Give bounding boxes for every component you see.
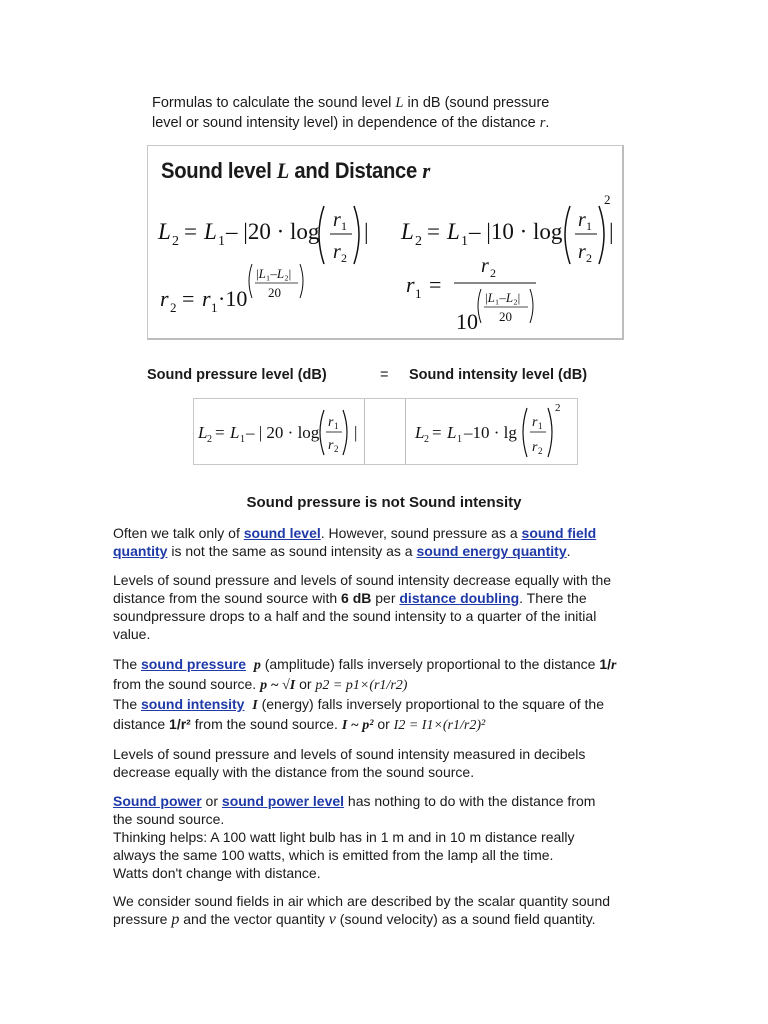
svg-text:L: L: [230, 423, 240, 442]
svg-text:20: 20: [268, 285, 281, 300]
svg-text:·10: ·10: [218, 286, 248, 311]
svg-text:L: L: [401, 219, 414, 244]
svg-text:r: r: [333, 241, 341, 263]
svg-text:=: =: [427, 219, 440, 244]
svg-text:1: 1: [415, 286, 422, 301]
comparison-formulas: [194, 399, 577, 464]
link-sound-field-quantity[interactable]: sound field: [521, 525, 597, 541]
sound-pressure-level-label: Sound pressure level (dB): [147, 367, 327, 383]
svg-text:=: =: [184, 219, 197, 244]
svg-text:L: L: [447, 219, 460, 244]
svg-text:2: 2: [170, 300, 177, 315]
link-sound-power[interactable]: Sound power: [113, 793, 202, 809]
svg-text:=: =: [432, 423, 442, 442]
distance-formulas: [148, 146, 622, 338]
svg-text:|: |: [609, 219, 614, 244]
svg-text:– |20 · log: – |20 · log: [226, 219, 320, 244]
svg-text:r: r: [328, 438, 334, 453]
svg-text:r: r: [160, 286, 169, 311]
svg-text:2: 2: [604, 192, 611, 207]
svg-text:2: 2: [490, 266, 496, 280]
section-heading: Sound pressure is not Sound intensity: [246, 494, 522, 511]
svg-text:1: 1: [211, 300, 218, 315]
svg-text:2: 2: [207, 434, 212, 445]
svg-text:2: 2: [424, 434, 429, 445]
svg-text:1: 1: [341, 219, 347, 233]
formula-box-distance: [147, 145, 624, 340]
formula-box-title: Sound level L and Distance r: [161, 158, 430, 183]
svg-text:L: L: [204, 219, 217, 244]
link-distance-doubling[interactable]: distance doubling: [399, 590, 520, 606]
svg-text:r: r: [532, 440, 538, 455]
svg-text:r: r: [328, 415, 334, 430]
svg-text:r: r: [532, 415, 538, 430]
svg-text:r: r: [578, 241, 586, 263]
svg-text:1: 1: [457, 434, 462, 445]
paragraph-sound-level: Often we talk only of sound level. However, sound pressure as a sound field quantity is not the same as sound intensity as a sound energy quantity.: [113, 525, 597, 559]
svg-text:2: 2: [341, 251, 347, 265]
svg-text:=: =: [182, 286, 195, 311]
paragraph-pressure-intensity: The sound pressure p (amplitude) falls inversely proportional to the distance 1/r from the sound source. p ~ √I or p2 = p1×(r1/r2) The sound intensity I (energy) falls inversely proportional to the square of the distance 1/r² from the sound source. I ~ p² or I2 = I1×(r1/r2)²: [113, 656, 617, 733]
intro-text: Formulas to calculate the sound level L in dB (sound pressure level or sound intensity level) in dependence of the distance r.: [152, 95, 550, 131]
formula-box-comparison: [193, 398, 578, 465]
svg-text:L: L: [415, 423, 425, 442]
svg-text:r: r: [333, 209, 341, 231]
svg-text:|L₁–L₂|: |L₁–L₂|: [485, 290, 521, 305]
paragraph-distance-law: Levels of sound pressure and levels of sound intensity decrease equally with the distance from the sound source with 6 dB per distance doubling. There the soundpressure drops to a half and the sound intensity to a quarter of the initial value.: [113, 572, 612, 642]
svg-text:1: 1: [334, 421, 339, 431]
svg-text:10: 10: [456, 309, 478, 334]
svg-text:20: 20: [499, 309, 512, 324]
svg-text:– |10 · log: – |10 · log: [469, 219, 563, 244]
svg-text:1: 1: [586, 219, 592, 233]
svg-text:r: r: [406, 272, 415, 297]
link-sound-power-level[interactable]: sound power level: [221, 793, 345, 809]
svg-text:|L₁–L₂|: |L₁–L₂|: [256, 266, 292, 281]
svg-text:– | 20 · log: – | 20 · log: [246, 423, 320, 442]
link-sound-intensity[interactable]: sound intensity: [141, 696, 245, 712]
svg-text:2: 2: [334, 444, 339, 454]
sound-intensity-level-label: Sound intensity level (dB): [409, 367, 588, 383]
svg-text:L: L: [447, 423, 457, 442]
svg-text:L: L: [158, 219, 171, 244]
paragraph-sound-power: Sound power or sound power level has nothing to do with the distance from the sound source. Thinking helps: A 100 watt light bulb has in 1 m and in 10 m distance really always the same 100 watts, which is emitted from the lamp all the time. Watts don't change with distance.: [113, 793, 596, 881]
svg-text:r: r: [202, 286, 211, 311]
link-sound-energy-quantity[interactable]: sound energy quantity: [416, 543, 567, 559]
svg-text:r: r: [481, 255, 489, 277]
svg-text:1: 1: [240, 434, 245, 445]
svg-text:2: 2: [538, 446, 543, 456]
svg-text:2: 2: [415, 234, 422, 249]
svg-text:L: L: [198, 423, 208, 442]
svg-text:1: 1: [461, 234, 468, 249]
svg-text:=: =: [215, 423, 225, 442]
svg-text:r: r: [578, 209, 586, 231]
svg-text:=: =: [429, 272, 442, 297]
svg-text:|: |: [364, 219, 369, 244]
paragraph-levels-decibels: Levels of sound pressure and levels of sound intensity measured in decibels decrease equally with the distance from the sound source.: [113, 746, 586, 780]
svg-text:1: 1: [218, 234, 225, 249]
equals-sign: =: [380, 367, 389, 383]
svg-text:|: |: [354, 423, 358, 442]
svg-text:2: 2: [555, 402, 561, 414]
svg-text:1: 1: [538, 421, 543, 431]
link-sound-level[interactable]: sound level: [243, 525, 321, 541]
link-sound-field-quantity-2[interactable]: quantity: [113, 543, 168, 559]
paragraph-sound-fields: We consider sound fields in air which are described by the scalar quantity sound pressure p and the vector quantity v (sound velocity) as a sound field quantity.: [113, 893, 611, 928]
link-sound-pressure[interactable]: sound pressure: [141, 656, 247, 672]
svg-text:2: 2: [586, 251, 592, 265]
svg-text:–10 · lg: –10 · lg: [464, 423, 517, 442]
svg-text:2: 2: [172, 234, 179, 249]
